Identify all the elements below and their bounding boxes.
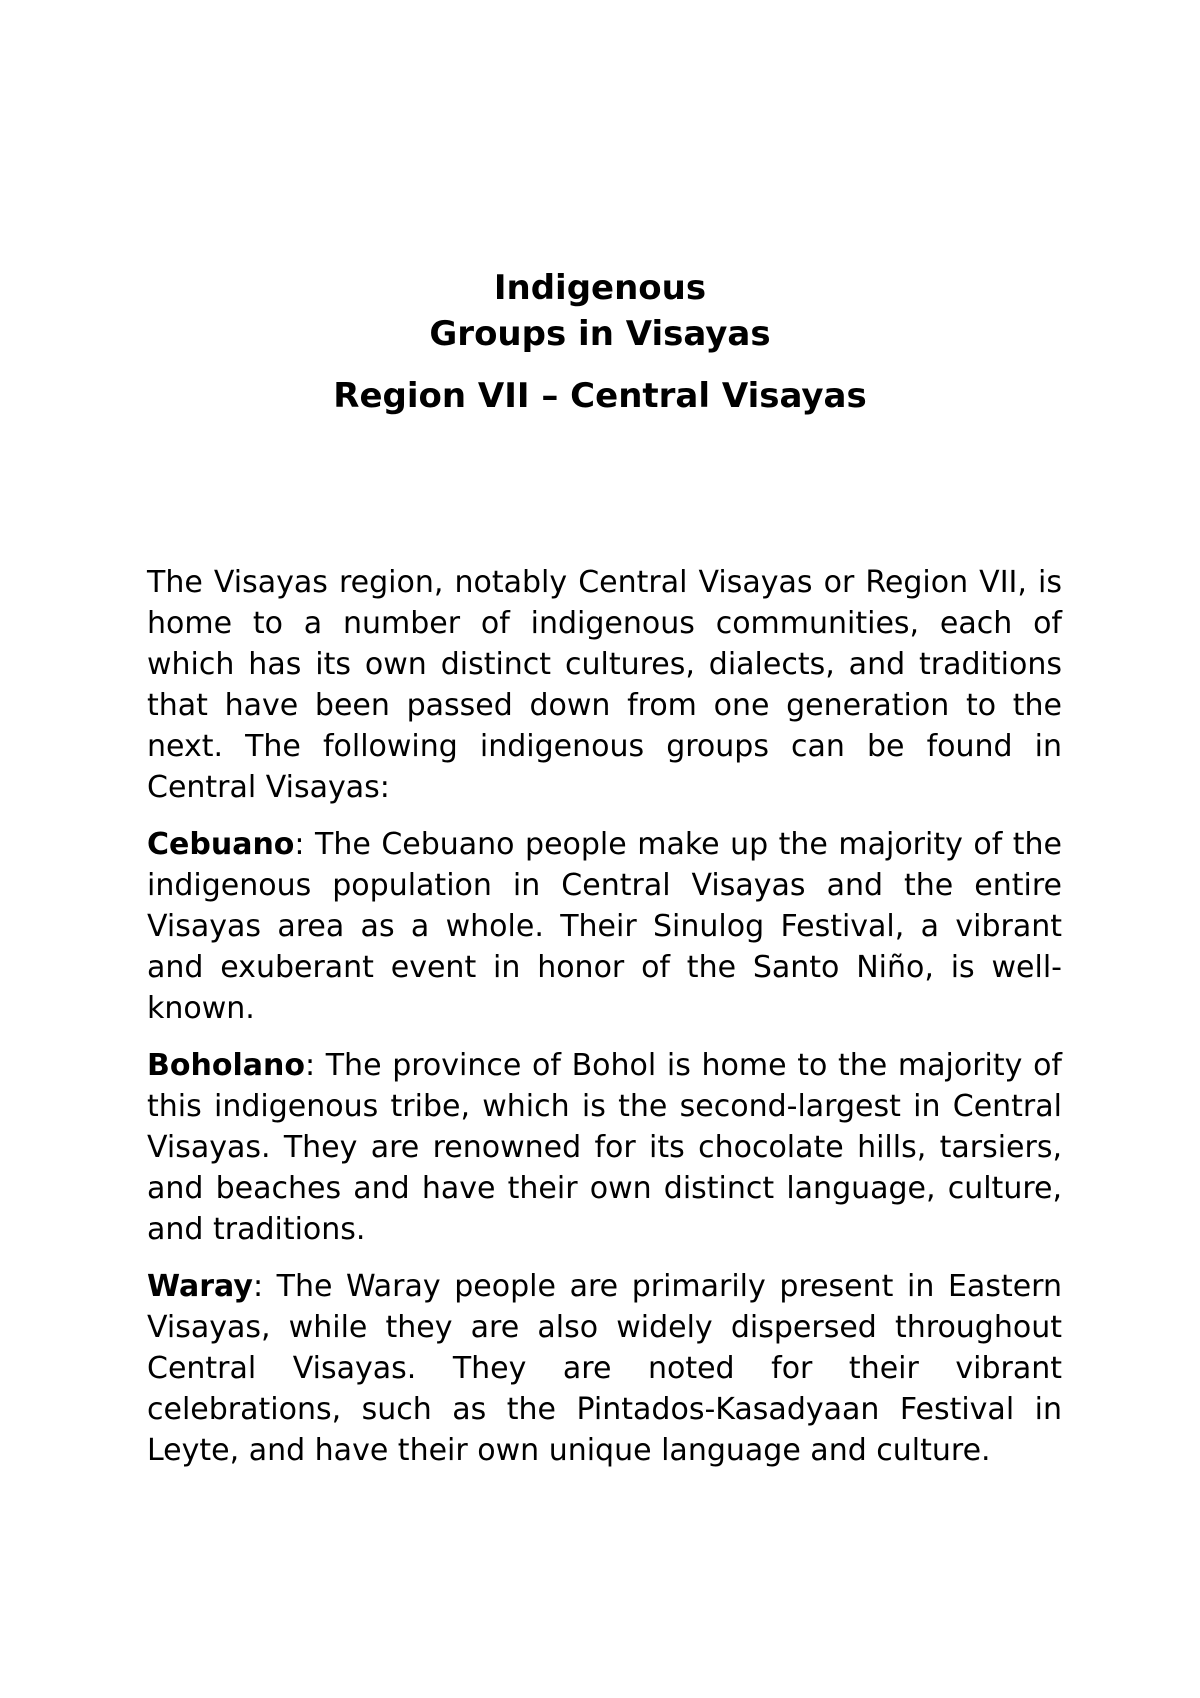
group-description-boholano: : The province of Bohol is home to the majority of this indigenous tribe, which is the second-largest in Central Visayas. They are renowned for its chocolate hills, tarsiers, and beaches and have their own distinct language, culture, and traditions. [147,1048,1062,1247]
document-body [147,562,1062,1487]
page-title-line-1: Indigenous [493,268,707,308]
group-name-boholano: Boholano [147,1048,305,1083]
group-paragraph-cebuano [147,824,1062,1029]
group-paragraph-boholano [147,1045,1062,1250]
intro-paragraph: The Visayas region, notably Central Visayas or Region VII, is home to a number of indigenous communities, each of which has its own distinct cultures, dialects, and traditions that have been passed down from one generation to the next. The following indigenous groups can be found in Central Visayas: [147,565,1062,805]
group-name-cebuano: Cebuano [147,827,295,862]
group-description-cebuano: : The Cebuano people make up the majority of the indigenous population in Central Visayas and the entire Visayas area as a whole. Their Sinulog Festival, a vibrant and exuberant event in honor of the Santo Niño, is well-known. [147,827,1062,1026]
group-name-waray: Waray [147,1269,253,1304]
title-block [0,265,1200,419]
page-title-line-2: Groups in Visayas [429,314,771,354]
group-paragraph-waray [147,1266,1062,1471]
group-description-waray: : The Waray people are primarily present in Eastern Visayas, while they are also widely dispersed throughout Central Visayas. They are noted for their vibrant celebrations, such as the Pintados-Kasadyaan Festival in Leyte, and have their own unique language and culture. [147,1269,1062,1468]
page-subtitle: Region VII – Central Visayas [333,376,867,416]
